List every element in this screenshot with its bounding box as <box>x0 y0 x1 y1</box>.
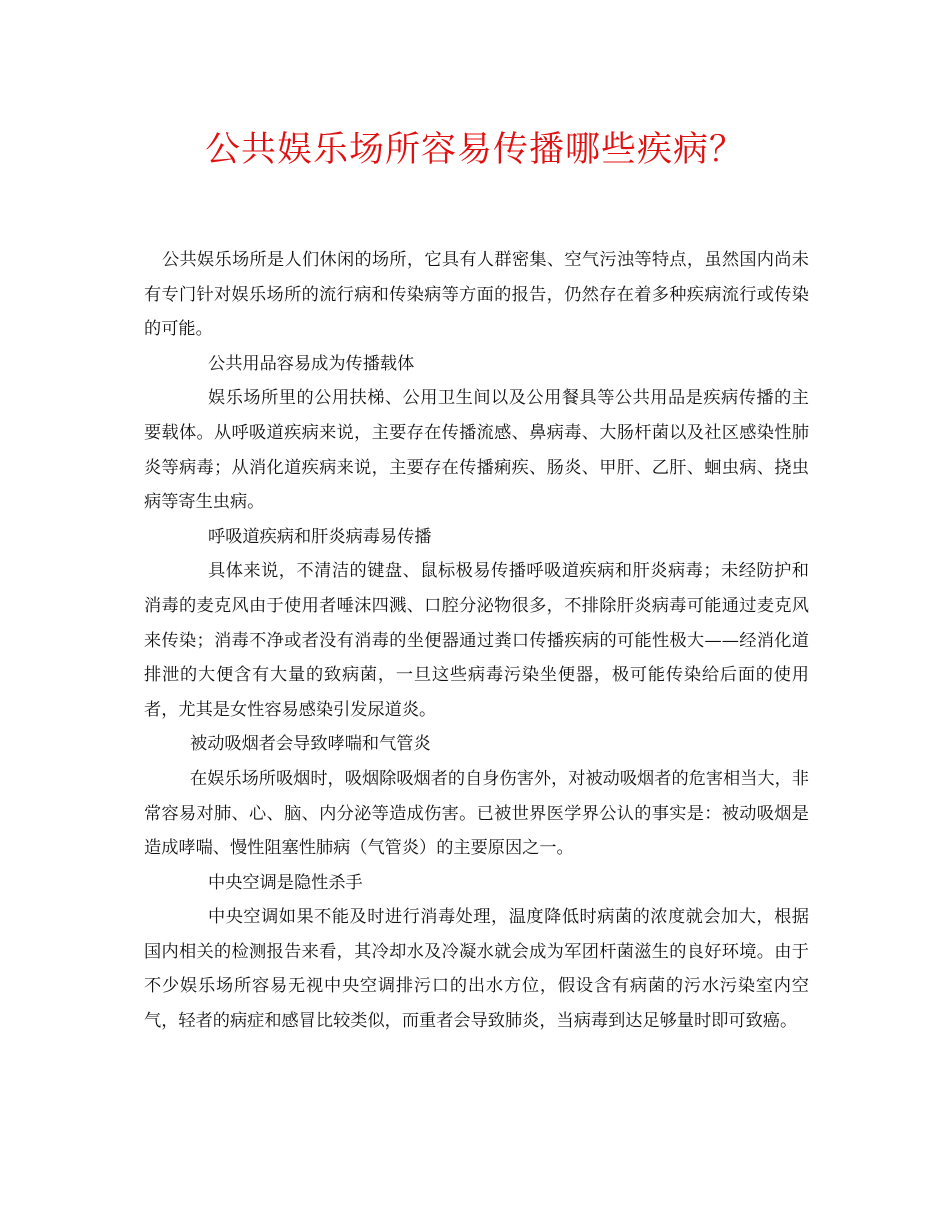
document-body <box>144 243 809 1039</box>
section-body-central-ac: 中央空调如果不能及时进行消毒处理，温度降低时病菌的浓度就会加大，根据国内相关的检测报告来看，其冷却水及冷凝水就会成为军团杆菌滋生的良好环境。由于不少娱乐场所容易无视中央空调排污口的出水方位，假设含有病菌的污水污染室内空气，轻者的病症和感冒比较类似，而重者会导致肺炎，当病毒到达足够量时即可致癌。 <box>144 907 809 1032</box>
section-heading-central-ac: 中央空调是隐性杀手 <box>208 872 363 893</box>
section-body-passive-smoking: 在娱乐场所吸烟时，吸烟除吸烟者的自身伤害外，对被动吸烟者的危害相当大，非常容易对肺、心、脑、内分泌等造成伤害。已被世界医学界公认的事实是：被动吸烟是造成哮喘、慢性阻塞性肺病（气管炎）的主要原因之一。 <box>144 768 809 859</box>
section-body-public-items: 娱乐场所里的公用扶梯、公用卫生间以及公用餐具等公共用品是疾病传播的主要载体。从呼吸道疾病来说，主要存在传播流感、鼻病毒、大肠杆菌以及社区感染性肺炎等病毒；从消化道疾病来说，主要存在传播痢疾、肠炎、甲肝、乙肝、蛔虫病、挠虫病等寄生虫病。 <box>144 388 809 513</box>
section-heading-public-items: 公共用品容易成为传播载体 <box>208 353 415 374</box>
section-heading-respiratory-hepatitis: 呼吸道疾病和肝炎病毒易传播 <box>208 526 432 547</box>
document-title: 公共娱乐场所容易传播哪些疾病？ <box>204 130 745 170</box>
section-body-respiratory-hepatitis: 具体来说，不清洁的键盘、鼠标极易传播呼吸道疾病和肝炎病毒；未经防护和消毒的麦克风由于使用者唾沫四溅、口腔分泌物很多，不排除肝炎病毒可能通过麦克风来传染；消毒不净或者没有消毒的坐便器通过粪口传播疾病的可能性极大——经消化道排泄的大便含有大量的致病菌，一旦这些病毒污染坐便器，极可能传染给后面的使用者，尤其是女性容易感染引发尿道炎。 <box>144 561 809 720</box>
section-heading-passive-smoking: 被动吸烟者会导致哮喘和气管炎 <box>190 734 431 755</box>
intro-paragraph: 公共娱乐场所是人们休闲的场所，它具有人群密集、空气污浊等特点，虽然国内尚未有专门针对娱乐场所的流行病和传染病等方面的报告，仍然存在着多种疾病流行或传染的可能。 <box>144 250 809 340</box>
